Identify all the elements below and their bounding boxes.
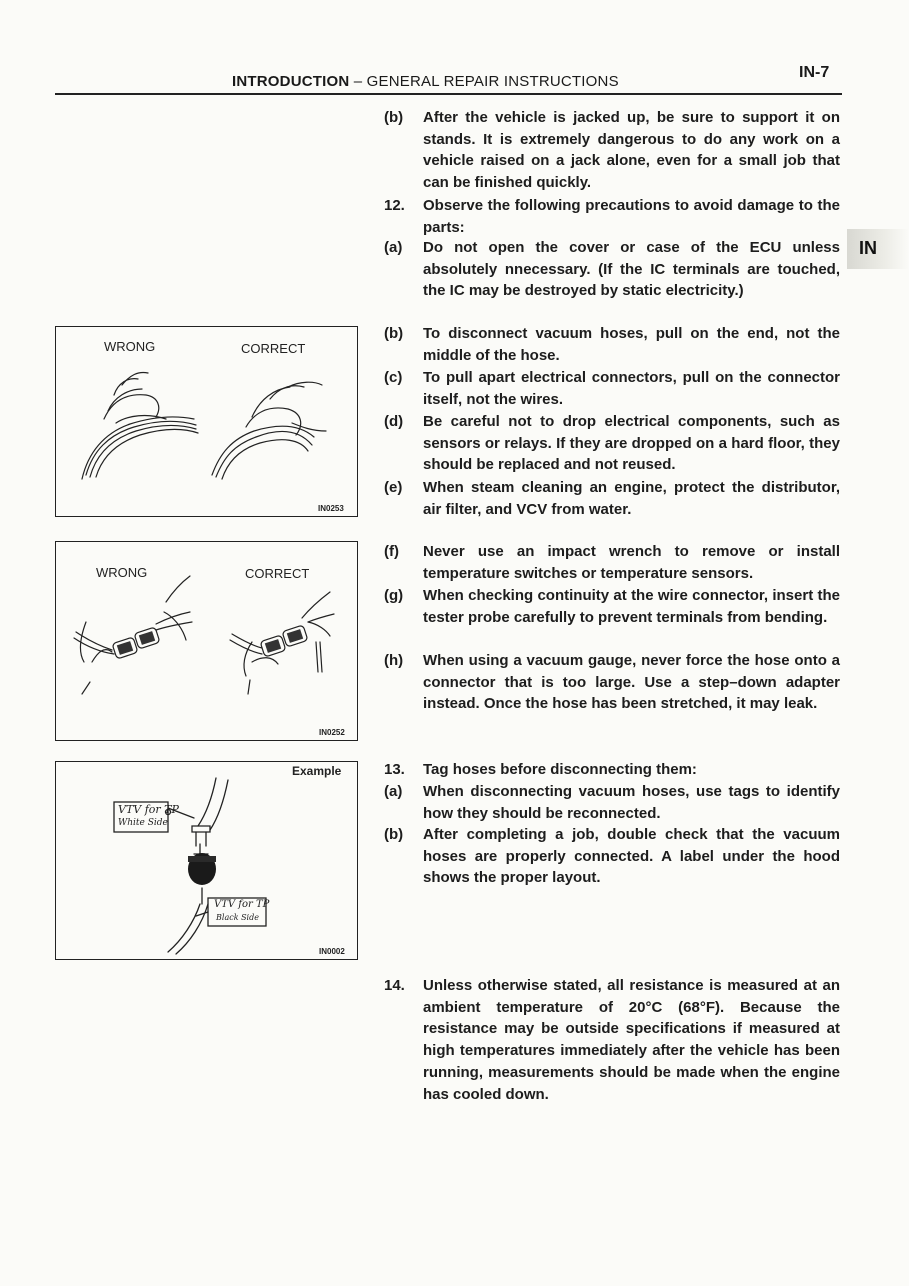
- section-title: [232, 73, 619, 90]
- item-text: When using a vacuum gauge, never force the hose onto a connector that is too large. Use a step–down adapter instead. Once the hose has been stretched, it may leak.: [423, 652, 840, 713]
- figure-code: IN0252: [319, 728, 345, 737]
- hose-illustration: [56, 327, 357, 516]
- instruction-item: [384, 585, 840, 628]
- item-label: (e): [384, 479, 403, 496]
- item-text: After the vehicle is jacked up, be sure to support it on stands. It is extremely dangerous to do any work on a vehicle raised on a jack alone, even for a small job that can be finished quickly.: [423, 109, 840, 192]
- item-text: Unless otherwise stated, all resistance is measured at an ambient temperature of 20°C (68°F). Because the resistance may be outside specifications if measured at high temperatures immediately after the vehicle has been running, measurements should be made when the engine has cooled down.: [423, 977, 840, 1103]
- correct-label: CORRECT: [245, 566, 310, 581]
- connector-illustration: [56, 542, 357, 740]
- item-label: 14.: [384, 977, 405, 994]
- hose-figure: [55, 326, 358, 517]
- item-label: (a): [384, 783, 403, 800]
- item-label: (g): [384, 587, 404, 604]
- instruction-item: [384, 759, 840, 781]
- instruction-item: [384, 650, 840, 715]
- instruction-item: [384, 975, 840, 1105]
- item-text: Be careful not to drop electrical components, such as sensors or relays. If they are dropped on a hard floor, they should be replaced and not reused.: [423, 413, 840, 474]
- instruction-item: [384, 195, 840, 238]
- item-label: (a): [384, 239, 403, 256]
- instruction-item: [384, 781, 840, 824]
- instruction-item: [384, 477, 840, 520]
- item-text: Observe the following precautions to avoid damage to the parts:: [423, 197, 840, 236]
- item-text: To disconnect vacuum hoses, pull on the end, not the middle of the hose.: [423, 325, 840, 364]
- wrong-label: WRONG: [104, 339, 156, 354]
- item-text: Never use an impact wrench to remove or install temperature switches or temperature sensors.: [423, 543, 840, 582]
- wrong-label: WRONG: [96, 565, 148, 580]
- item-text: Tag hoses before disconnecting them:: [423, 761, 697, 778]
- instruction-item: [384, 367, 840, 410]
- instruction-item: [384, 541, 840, 584]
- section-title-bold: INTRODUCTION: [232, 73, 350, 90]
- item-label: 12.: [384, 197, 405, 214]
- black-tag-line1: VTV for TP: [214, 899, 270, 910]
- item-text: Do not open the cover or case of the ECU unless absolutely nnecessary. (If the IC terminals are touched, the IC may be destroyed by static electricity.): [423, 239, 840, 300]
- item-text: When steam cleaning an engine, protect the distributor, air filter, and VCV from water.: [423, 479, 840, 518]
- figure-code: IN0002: [319, 947, 345, 956]
- item-text: When disconnecting vacuum hoses, use tags to identify how they should be reconnected.: [423, 783, 840, 822]
- white-tag-line2: White Side: [118, 818, 168, 828]
- item-label: (c): [384, 369, 403, 386]
- item-label: (b): [384, 325, 404, 342]
- item-text: To pull apart electrical connectors, pull on the connector itself, not the wires.: [423, 369, 840, 408]
- figure-code: IN0253: [318, 504, 344, 513]
- black-tag-line2: Black Side: [216, 913, 259, 922]
- header-rule: [55, 93, 842, 95]
- item-label: (f): [384, 543, 399, 560]
- item-text: After completing a job, double check that the vacuum hoses are properly connected. A label under the hood shows the proper layout.: [423, 826, 840, 887]
- tag-illustration: [56, 762, 357, 959]
- instruction-item: [384, 107, 840, 194]
- item-label: (b): [384, 109, 404, 126]
- page-number: IN-7: [799, 64, 830, 81]
- item-label: (b): [384, 826, 404, 843]
- section-title-rest: – GENERAL REPAIR INSTRUCTIONS: [349, 73, 619, 90]
- instruction-item: [384, 237, 840, 302]
- section-tab: [847, 229, 909, 269]
- item-label: (d): [384, 413, 404, 430]
- section-tab-label: IN: [859, 238, 877, 258]
- tag-figure: [55, 761, 358, 960]
- white-tag-line1: VTV for TP: [118, 803, 179, 816]
- instruction-item: [384, 824, 840, 889]
- connector-figure: [55, 541, 358, 741]
- example-label: Example: [292, 764, 342, 778]
- correct-label: CORRECT: [241, 341, 306, 356]
- instruction-item: [384, 323, 840, 366]
- item-label: 13.: [384, 761, 405, 778]
- item-label: (h): [384, 652, 404, 669]
- item-text: When checking continuity at the wire connector, insert the tester probe carefully to prevent terminals from bending.: [423, 587, 840, 626]
- instruction-item: [384, 411, 840, 476]
